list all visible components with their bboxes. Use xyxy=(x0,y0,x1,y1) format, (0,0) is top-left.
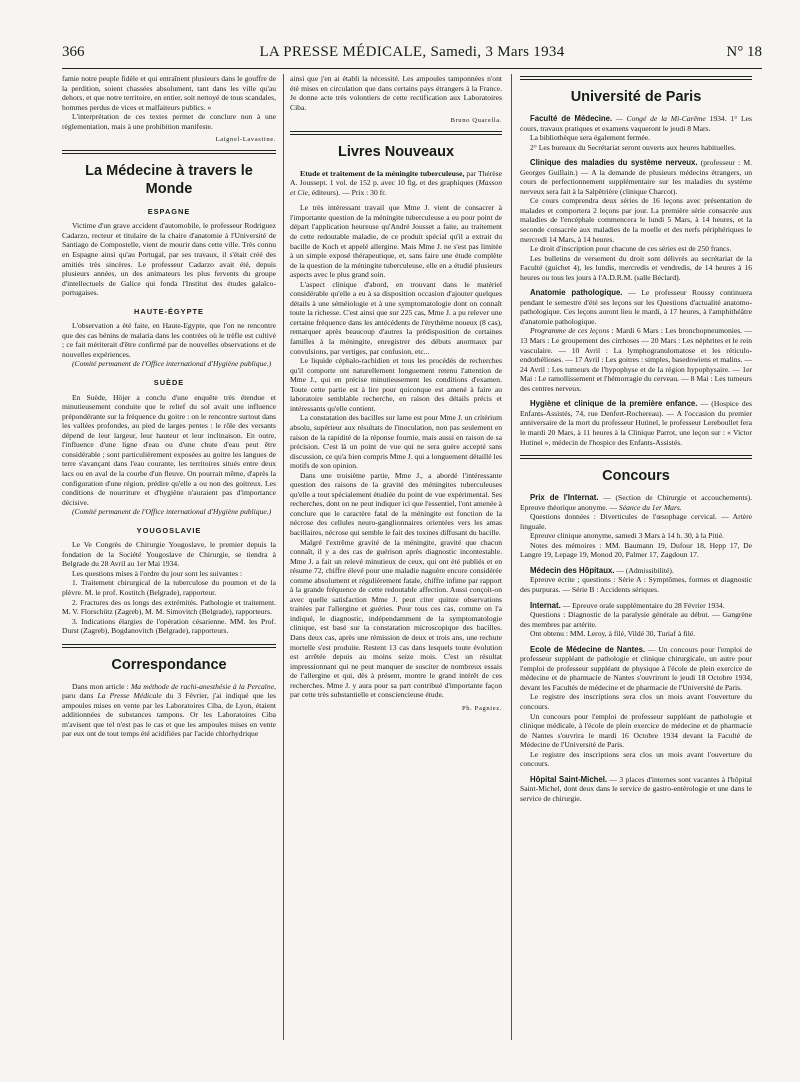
paragraph: Questions : Diagnostic de la paralysie générale au début. — Gangrène des membres par artérite. xyxy=(520,610,752,629)
notice xyxy=(520,775,752,804)
notice-title: Clinique des maladies du système nerveux. xyxy=(530,158,698,168)
subheading-haute-egypte: HAUTE-ÉGYPTE xyxy=(134,306,204,316)
book-reference xyxy=(290,169,502,198)
paragraph xyxy=(520,326,752,393)
paragraph: Le liquide céphalo-rachidien et tous les procédés de recherches qu'il comporte ont naturellement longuement retenu l'attention de Mme J., qui en précise minutieusement les conditions d'examen. Toute cette partie est à lire pour quiconque est amené à faire au laboratoire semblable recherche, en raison des détails précis et intéressants qu'elle contient. xyxy=(290,356,502,413)
text: — Congé de la Mi-Carême xyxy=(612,114,706,123)
paragraph: L'interprétation de ces textes permet de conclure non à une réglementation, mais à une prohibition manifeste. xyxy=(62,112,276,131)
subheading-espagne: ESPAGNE xyxy=(147,206,191,216)
paragraph: Le registre des inscriptions sera clos un mois avant l'ouverture du concours. xyxy=(520,749,752,769)
notice-title: Internat. xyxy=(530,600,561,610)
author-signature: Laignel-Lavastine. xyxy=(215,136,276,144)
paragraph: Le droit d'inscription pour chacune de ces séries est de 250 francs. xyxy=(530,244,732,254)
paragraph: ainsi que j'en ai établi la nécessité. Les ampoules tamponnées n'ont été mises en circulation que dans certains pays étrangers à la France. Je donne acte très volontiers de cette rectification aux Laboratoires Ciba. xyxy=(290,74,502,112)
notice xyxy=(520,399,752,447)
notice xyxy=(520,645,752,693)
text: — (Section de Chirurgie et accouchements). Epreuve théorique anonyme. — xyxy=(520,493,752,512)
notice xyxy=(520,114,752,133)
source-note: (Comité permanent de l'Office international d'Hygiène publique.) xyxy=(72,359,272,369)
notice-title: Hôpital Saint-Michel. xyxy=(530,774,608,784)
column-rule xyxy=(511,74,512,1040)
paragraph: L'aspect clinique d'abord, en trouvant dans le matériel considérable qu'elle a eu à sa disposition occasion d'ajouter quelques détails à une séméiologie et à une symptomatologie dont on connaît toute la richesse. C'est ainsi que sur 225 cas, Mme J. a pu relever une certaine fréquence dans les antécédents de l'érythème noueux (8 cas), remarquer après beaucoup d'autres la prédisposition de certaines familles à la méningite, enregistrer des débuts anormaux par convulsions, par vertiges, par confusion, etc... xyxy=(290,279,502,356)
subheading-yougoslavie: YOUGOSLAVIE xyxy=(136,525,202,535)
column-left xyxy=(62,74,276,1074)
notice xyxy=(520,493,752,512)
text: — 3 places d'internes sont vacantes à l'hôpital Saint-Michel, dont deux dans le service de gastro-entérologie et une dans le service de chirurgie. xyxy=(520,774,752,803)
section-heading-medecine-monde: La Médecine à travers le Monde xyxy=(85,162,253,197)
masthead: LA PRESSE MÉDICALE, Samedi, 3 Mars 1934 xyxy=(259,44,565,60)
notice xyxy=(520,158,752,196)
notice-title: Hygiène et clinique de la première enfance. xyxy=(530,399,698,409)
section-divider xyxy=(62,644,276,648)
paragraph: Dans une troisième partie, Mme J., a abordé l'intéressante question des raisons de la gravité des méningites tuberculeuses qu'elle a tout spécialement étudiée du point de vue expérimental. Ses recherches, dont on ne peut indiquer ici que l'essentiel, l'ont amenée à conclure que le caractère fatal de la méningite est fonction de la nécrose des cellules neuro-ganglionnaires orientées vers les amas bacillaires, nécrose qui semble le fait des toxines diffusant du bacille. xyxy=(290,470,502,537)
notice-title: Médecin des Hôpitaux. xyxy=(530,565,615,575)
column-rule xyxy=(283,74,284,1040)
text: Programme de ces leçons xyxy=(530,326,610,336)
paragraph: Victime d'un grave accident d'automobile, le professeur Rodriguez Cadarzo, recteur et titulaire de la chaire d'anatomie à l'Université de Santiago de Compostelle, vient de mourir dans cette ville. Très connu en Espagne ainsi qu'au Portugal, par ses travaux, il s'était créé des amitiés très sincères. Le professeur Cadarzo avait été, depuis plusieurs années, un des animateurs les plus fervents du groupe d'intellectuels de Galice qui fonda l'Institut des études galaïco-portugaises. xyxy=(62,221,276,298)
notice-title: Anatomie pathologique. xyxy=(530,288,623,298)
issue-number: N° 18 xyxy=(726,44,762,60)
list-item: 2. Fractures des os longs des extrémités. Pathologie et traitement. M. V. Florschütz (Zagreb), M. M. Simovitch (Belgrade), rapporteurs. xyxy=(62,597,276,617)
publisher: Masson et Cie xyxy=(290,178,502,197)
section-divider xyxy=(290,131,502,135)
paragraph: La constatation des bacilles sur lame est pour Mme J. un critérium absolu, supérieur aux résultats de l'inoculation, non pas seulement en raison de la rapidité de la réponse fournie, mais aussi en raison de sa précision. C'est là un point de vue qui ne sera guère accepté sans discussion, ce qu'a bien compris Mme J. qui a longuement détaillé les motifs de son opinion. xyxy=(290,413,502,471)
text: par Thérèse A. Joussept. 1 vol. de 152 p. avec 10 fig. et des graphiques ( xyxy=(290,168,502,188)
section-heading-livres: Livres Nouveaux xyxy=(337,143,455,160)
section-heading-correspondance: Correspondance xyxy=(111,656,227,673)
text: : Mardi 6 Mars : Les bronchopneumonies. — 13 Mars : Le groupement des cirrhoses — 20 Mars : Les néphrites et le rein vasculaire. — 10 Avril : La lymphogranulomatose et les réticulo-endothélioses. — 17 Avril : Les goitres : simples, basedowiens et malins. — 24 Avril : Les tumeurs de l'hypophyse et de la région hypophysaire. — 1er Mai : Le ramollissement et l'hémorragie du cerveau. — 8 Mai : Les tumeurs des centres nerveux. xyxy=(520,326,752,393)
paragraph: Ont obtenu : MM. Leroy, à filé, Vildé 30, Turiaf à filé. xyxy=(530,629,696,639)
text: Séance du 1er Mars. xyxy=(618,502,682,512)
paragraph: Questions données : Diverticules de l'œsophage cervical. — Artère linguale. xyxy=(520,512,752,531)
text: — Un concours pour l'emploi de professeur suppléant de pathologie et clinique chirurgicale, un autre pour l'emploi de professeur suppléant de physique à l'école de plein exercice de médecine et de pharmacie de Nantes s'ouvriront le jeudi 18 Octobre 1934, devant les Facultés de médecine et de pharmacie de l'Université de Paris. xyxy=(520,644,752,692)
text: (professeur : M. Georges Guillain.) — A la demande de plusieurs médecins étrangers, un cours de perfectionnement supplémentaire sur les maladies du système nerveux sera fait à la Salpêtrière (clinique Charcot). xyxy=(520,158,752,196)
paragraph: La bibliothèque sera également fermée. xyxy=(530,133,650,143)
notice xyxy=(520,288,752,326)
paragraph: L'observation a été faite, en Haute-Egypte, que l'on ne rencontre que des cas bénins de malaria dans les contrées où le trèfle est cultivé ; ce fait mériterait d'être confirmé par de nouvelles observations et de nouvelles expériences. xyxy=(62,321,276,359)
author-signature: Bruno Quarella. xyxy=(450,117,502,125)
paragraph: Les bulletins de versement du droit sont délivrés au secrétariat de la Faculté (guichet 4), les lundis, mercredis et vendredis, de 14 heures à 16 heures ou tous les jours à l'A.D.R.M. (salle Béclard). xyxy=(520,253,752,282)
source-note: (Comité permanent de l'Office international d'Hygiène publique.) xyxy=(72,507,272,517)
text: , paru dans xyxy=(62,681,276,701)
notice xyxy=(520,566,752,576)
notice-title: Faculté de Médecine. xyxy=(530,114,613,123)
notice-title: Ecole de Médecine de Nantes. xyxy=(530,644,646,654)
book-title: Etude et traitement de la méningite tuberculeuse, xyxy=(300,168,465,178)
section-divider xyxy=(520,455,752,459)
column-middle xyxy=(290,74,502,1074)
section-divider xyxy=(520,76,752,80)
list-item: 3. Indications élargies de l'opération césarienne. MM. les Prof. Durst (Zagreb), Bogdanovitch (Belgrade), rapporteurs. xyxy=(62,616,276,636)
journal-name: La Presse Médicale xyxy=(97,691,162,701)
paragraph: 2° Les bureaux du Secrétariat seront ouverts aux heures habituelles. xyxy=(530,142,736,152)
paragraph: Ce cours comprendra deux séries de 16 leçons avec présentation de malades et comportera 2 leçons par jour. La première série consacrée aux maladies de l'encéphale commencera le lundi 5 Mars, à 14 heures, et la seconde consacrée aux maladies de la moelle et des nerfs périphériques le mercredi 14 Mars, à 14 heures. xyxy=(520,196,752,244)
section-heading-universite: Université de Paris xyxy=(570,89,702,105)
paragraph: Les questions mises à l'ordre du jour sont les suivantes : xyxy=(72,568,243,578)
subheading-suede: SUÈDE xyxy=(153,378,185,388)
paragraph: Un concours pour l'emploi de professeur suppléant de pathologie et clinique médicale, à l'école de plein exercice de médecine et de pharmacie de Nantes s'ouvrira le mardi 16 Octobre 1934 devant la Faculté de Médecine de l'Université de Paris. xyxy=(520,711,752,750)
section-divider xyxy=(62,150,276,154)
article-title: Ma méthode de rachi-anesthésie à la Percaïne xyxy=(130,681,275,691)
list-item: 1. Traitement chirurgical de la tuberculose du poumon et de la plèvre. M. le prof. Kostitch (Belgrade), rapporteur. xyxy=(62,578,276,597)
author-signature: Ph. Pagniez. xyxy=(462,704,502,712)
text: — Le professeur Roussy continuera pendant le semestre d'été ses leçons sur les Questions d'actualité anatomo-pathologique. Ces leçons auront lieu le mardi, à 17 heures, à l'amphithéâtre d'anatomie pathologique. xyxy=(520,288,752,326)
text: du 3 Février, j'ai indiqué que les ampoules mises en vente par les Laboratoires Ciba, de Lyon, étaient additionnées de substances tampons. Or les Laboratoires Ciba m'avisent que tel n'est pas le cas et que les ampoules mises en vente par eux ont de tout temps été acidifiées par l'acide chlorhydrique xyxy=(62,691,276,739)
page-header xyxy=(62,42,762,69)
paragraph: En Suède, Höjer a conclu d'une enquête très étendue et minutieusement conduite que le relief du sol avait une influence prépondérante sur la fréquence du goitre : on le rencontre surtout dans les vallées profondes, au pied de larges pentes : le rôle des versants dépend de leur largeur, leur hauteur et leur inclinaison. En outre, l'influence d'une ligne d'eau ou d'une chute d'eau peut être considérable ; sont particulièrement exposées au goitre les langues de terre s'avançant dans l'eau courante, les territoires situés entre deux lacs ou en aval de la courbe d'un fleuve. On pourrait même, d'après la configuration d'une région, prédire qu'elle a ou non des goitreux. Les conditions de nourriture et d'hygiène n'auraient pas d'importance décisive. xyxy=(62,392,276,507)
page-number: 366 xyxy=(62,44,85,60)
paragraph: Le très intéressant travail que Mme J. vient de consacrer à l'importante question de la méningite tuberculeuse a eu pour point de départ l'application heureuse qu'André Jousset a faite, au traitement de cette redoutable maladie, de ce produit spécial qu'il a extrait du bacille de Koch et appelé allergine. Mais Mme J. ne s'est pas limitée à un simple exposé thérapeutique, et, sans faire une étude complète de la question de la méningite tuberculeuse, elle en a étudié plusieurs aspects avec le plus grand soin. xyxy=(290,203,502,280)
text: Dans mon article : xyxy=(72,681,131,691)
paragraph: Epreuve écrite ; questions : Série A : Symptômes, formes et diagnostic des purpuras. — Série B : Accidents sériques. xyxy=(520,575,752,594)
paragraph: Notes des mémoires : MM. Baumann 19, Dufour 18, Hepp 17, De Langre 19, Lepage 19, Monod 20, Palmer 17, Zagdoun 17. xyxy=(520,540,752,560)
paragraph: Malgré l'extrême gravité de la méningite, gravité que chacun connaît, il y a des cas de guérison après diagnostic incontestable. Mme J. a fait un relevé minutieux de ceux, qui ont été publiés et en résume 72, chiffre élevé pour une maladie naguère encore considérée comme absolument et régulièrement fatale, chiffre infime par rapport à la grande fréquence de cette redoutable affection. Aussi conçoit-on avec quelle satisfaction Mme J. peut citer quinze observations traitées par l'allergine et guéries. Pour tous ces cas, comme on l'a indiqué, le diagnostic, indépendamment de la symptomatologie clinique, est basé sur la constatation microscopique des bacilles. Dans deux cas, après une rémission de deux et trois ans, une rechute mortelle s'est produite. Restent 13 cas dans lesquels toute évolution est arrêtée depuis au moins seize mois. C'est un résultat impressionnant qui ne peut manquer de susciter de nombreux essais de l'allergine et qui, dès à présent, montre le grand intérêt de ces recherches. Mme J. y aura pour sa part contribué d'importante façon par cette très substantielle et consciencieuse étude. xyxy=(290,537,502,700)
text: , éditeurs). — Prix : 30 fr. xyxy=(307,187,387,197)
text: — Epreuve orale supplémentaire du 28 Février 1934. xyxy=(560,600,725,610)
text: — (Admissibilité). xyxy=(614,565,674,575)
text: 1934. 1° Les cours, travaux pratiques et examens vaqueront le jeudi 8 Mars. xyxy=(520,114,752,133)
paragraph: Le registre des inscriptions sera clos un mois avant l'ouverture du concours. xyxy=(520,692,752,711)
column-right xyxy=(520,74,752,1074)
paragraph: Le Ve Congrès de Chirurgie Yougoslave, le premier depuis la fondation de la Société Yougoslave de Chirurgie, se tiendra à Belgrade du 28 Avril au 1er Mai 1934. xyxy=(62,540,276,569)
paragraph: Epreuve clinique anonyme, samedi 3 Mars à 14 h. 30, à la Pitié. xyxy=(530,531,725,541)
text: — (Hospice des Enfants-Assistés, 74, rue Denfert-Rochereau). — A l'occasion du premier anniversaire de la mort du professeur Hutinel, le professeur Lereboullet fera le mardi 20 Mars, à 11 heures à la Clinique Parrot, une leçon sur : « Victor Hutinel », médecin de l'hospice des Enfants-Assistés. xyxy=(520,399,752,447)
section-heading-concours: Concours xyxy=(602,468,670,485)
paragraph xyxy=(62,682,276,739)
notice-title: Prix de l'Internat. xyxy=(530,493,599,503)
paragraph: famie notre peuple fidèle et qui entraînent plusieurs dans le gouffre de la perdition, soient chassées absolument, tant dans les ville qu'au dehors, et que notre territoire, en entier, soit nettoyé de tous scandales, hommes perdus de vices et malfaiteurs publics. » xyxy=(62,74,276,112)
notice xyxy=(520,601,752,611)
